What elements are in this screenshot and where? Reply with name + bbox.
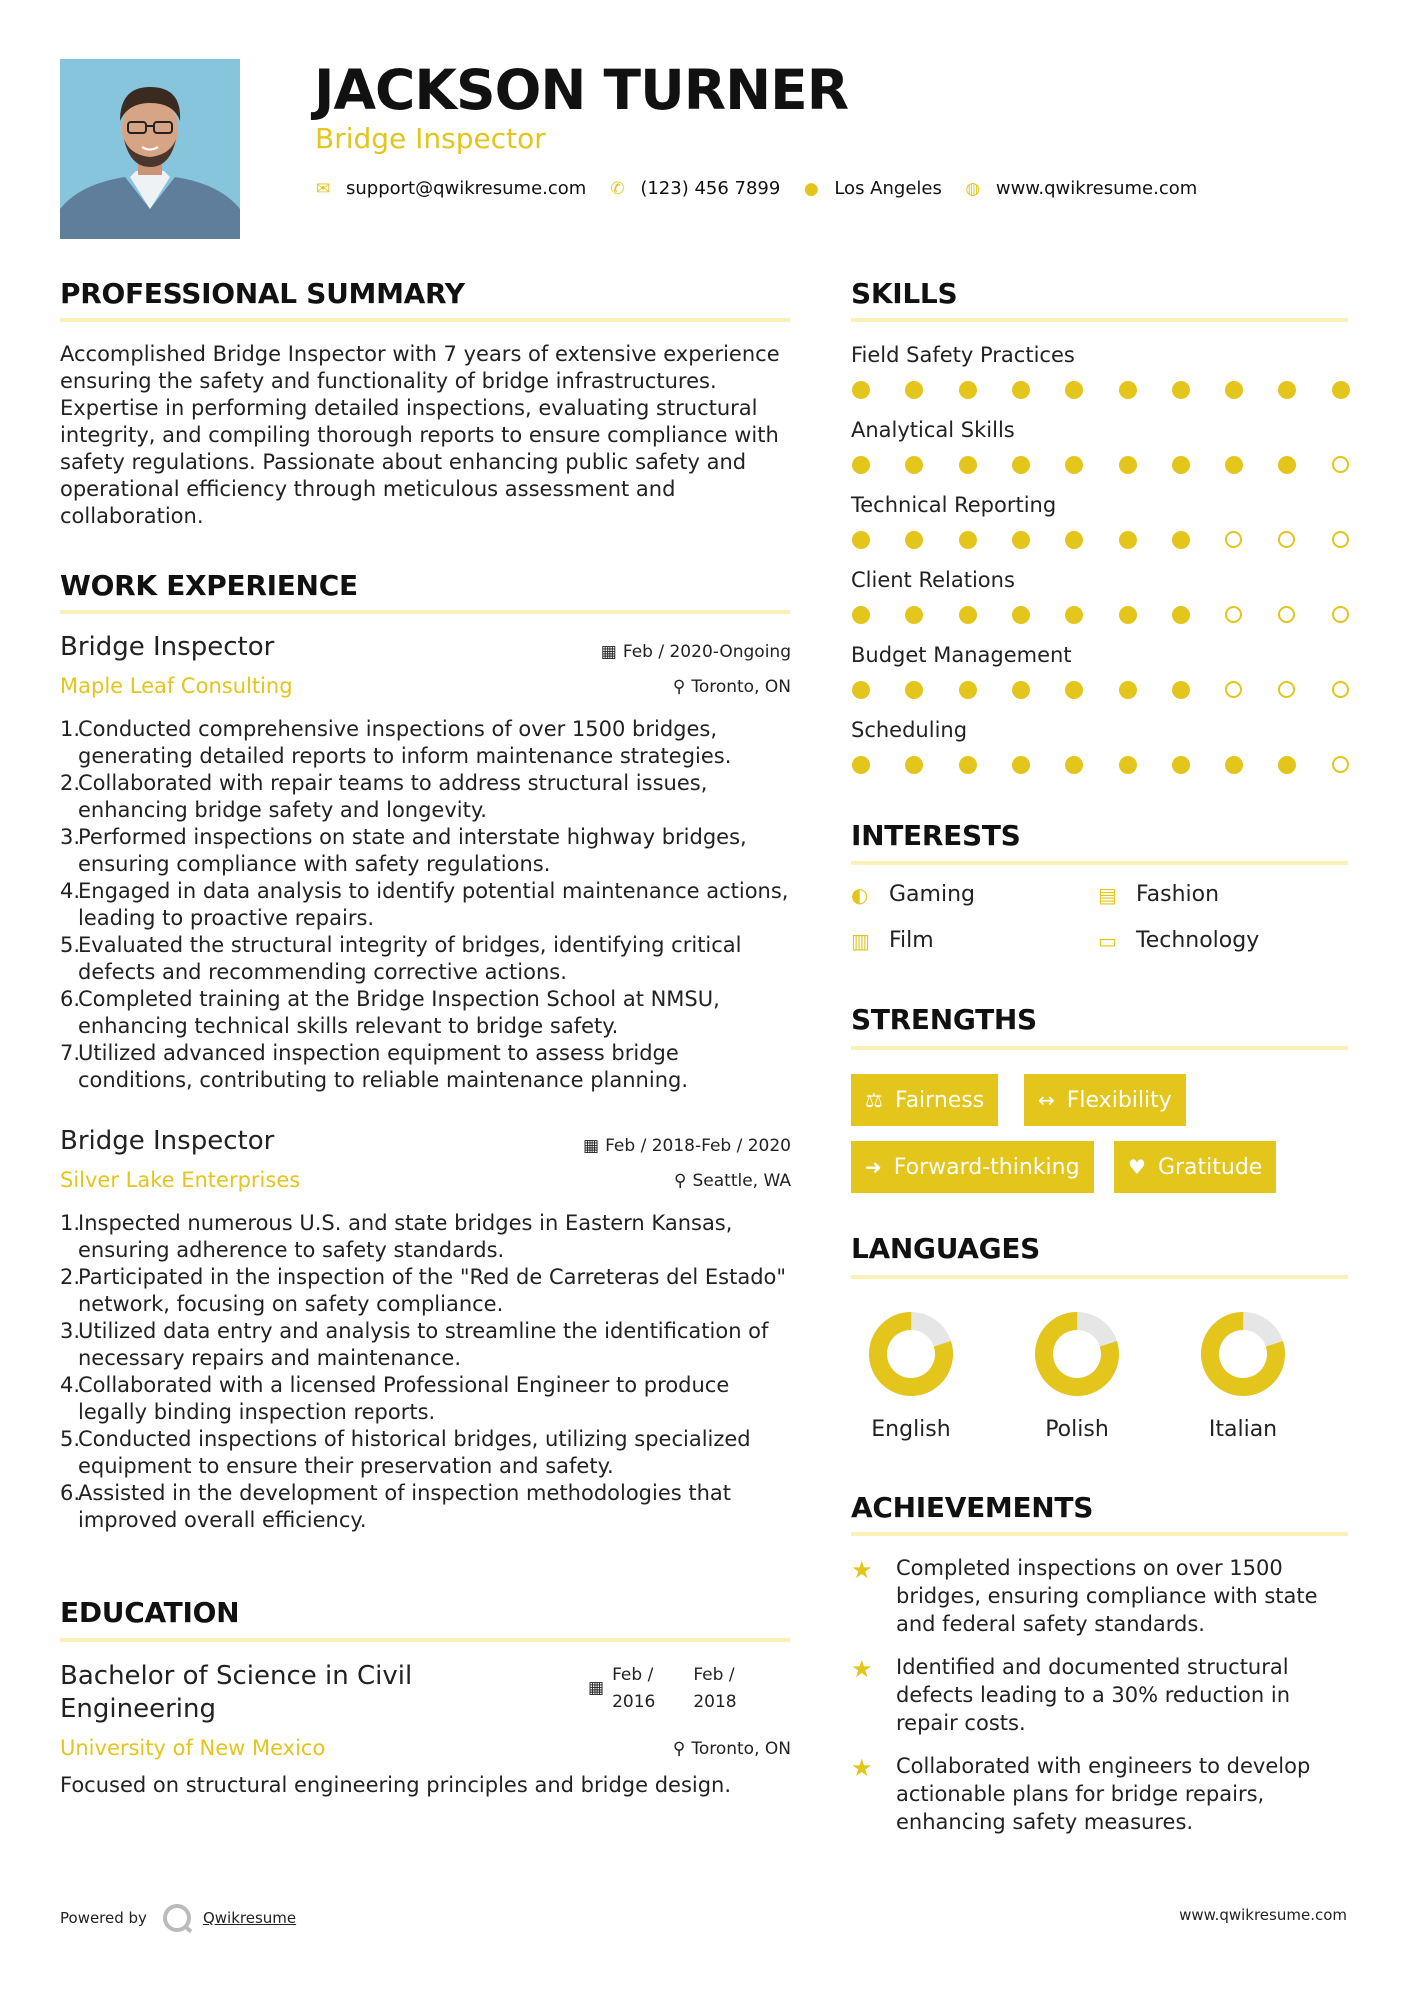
film-icon: ▥ xyxy=(851,928,870,953)
list-item: 3. Performed inspections on state and interstate highway bridges, ensuring compliance with safety regulations. xyxy=(60,825,747,876)
rating-dot-filled xyxy=(905,606,923,624)
skill-name: Budget Management xyxy=(851,643,1072,667)
rating-dot-filled xyxy=(1012,681,1030,699)
arrows-horizontal-icon: ↔ xyxy=(1038,1088,1055,1112)
strengths-rule xyxy=(851,1046,1348,1050)
brand-link[interactable]: Qwikresume xyxy=(202,1909,297,1927)
experience-rule xyxy=(60,610,790,614)
rating-dot-filled xyxy=(959,756,977,774)
rating-dot-filled xyxy=(1172,456,1190,474)
contact-bar xyxy=(314,178,1219,199)
achievement-item: Identified and documented structural defects leading to a 30% reduction in repair costs. xyxy=(896,1655,1291,1735)
rating-dot-empty xyxy=(1278,606,1295,623)
list-item: 4. Engaged in data analysis to identify potential maintenance actions, leading to proactive repairs. xyxy=(60,879,789,930)
shopping-bag-icon: ▤ xyxy=(1098,882,1117,907)
rating-dot-filled xyxy=(852,456,870,474)
pin-icon: ⚲ xyxy=(672,677,686,697)
rating-dot-empty xyxy=(1225,531,1242,548)
rating-dot-filled xyxy=(1065,681,1083,699)
strength-tag: ♥ Gratitude xyxy=(1114,1141,1276,1193)
education-description: Focused on structural engineering principles and bridge design. xyxy=(60,1773,732,1797)
strengths-heading: STRENGTHS xyxy=(851,1003,1037,1036)
summary-text: Accomplished Bridge Inspector with 7 years of extensive experience ensuring the safety and functionality of bridge infrastructures. Expertise in performing detailed inspections, evaluating structural integrity, and compiling thorough reports to ensure compliance with safety regulations. Passionate about enhancing public safety and operational efficiency through meticulous assessment and collaboration. xyxy=(60,342,780,528)
rating-dot-filled xyxy=(852,381,870,399)
footer-website[interactable]: www.qwikresume.com xyxy=(1179,1906,1347,1924)
calendar-icon: ▦ xyxy=(588,1678,605,1698)
list-item: 2. Collaborated with repair teams to address structural issues, enhancing bridge safety and longevity. xyxy=(60,771,708,822)
rating-dot-filled xyxy=(905,681,923,699)
contact-email[interactable] xyxy=(314,178,586,199)
rating-dot-filled xyxy=(1225,756,1243,774)
interest-item: ▭ Technology xyxy=(1098,928,1260,953)
list-item: 4. Collaborated with a licensed Professional Engineer to produce legally binding inspection reports. xyxy=(60,1373,730,1424)
arrow-right-icon: ➜ xyxy=(865,1155,882,1179)
skill-name: Scheduling xyxy=(851,718,968,742)
rating-dot-empty xyxy=(1225,681,1242,698)
skill-name: Analytical Skills xyxy=(851,418,1015,442)
job-location: ⚲ Seattle, WA xyxy=(674,1171,791,1191)
rating-dot-filled xyxy=(1119,531,1137,549)
rating-dot-filled xyxy=(1012,531,1030,549)
rating-dot-filled xyxy=(1012,456,1030,474)
contact-website[interactable] xyxy=(964,178,1197,199)
degree-line-2: Engineering xyxy=(60,1694,216,1724)
rating-dot-filled xyxy=(852,756,870,774)
location-text: Los Angeles xyxy=(834,178,942,199)
rating-dot-filled xyxy=(1012,756,1030,774)
laptop-icon: ▭ xyxy=(1098,928,1117,953)
candidate-role: Bridge Inspector xyxy=(315,122,546,155)
rating-dot-filled xyxy=(1172,381,1190,399)
contact-location xyxy=(802,178,942,199)
rating-dot-filled xyxy=(1278,756,1296,774)
summary-rule xyxy=(60,318,790,322)
rating-dot-filled xyxy=(852,531,870,549)
skill-rating xyxy=(852,531,1348,551)
rating-dot-filled xyxy=(1065,756,1083,774)
skill-rating xyxy=(852,381,1348,401)
job-title: Bridge Inspector xyxy=(60,632,275,662)
list-item: 1. Inspected numerous U.S. and state bridges in Eastern Kansas, ensuring adherence to safety standards. xyxy=(60,1211,733,1262)
education-heading: EDUCATION xyxy=(60,1596,240,1629)
skill-name: Field Safety Practices xyxy=(851,343,1075,367)
website-text: www.qwikresume.com xyxy=(995,178,1198,199)
calendar-icon: ▦ xyxy=(583,1136,600,1156)
rating-dot-filled xyxy=(1065,606,1083,624)
experience-heading: WORK EXPERIENCE xyxy=(60,569,358,602)
email-text: support@qwikresume.com xyxy=(346,178,587,199)
skills-rule xyxy=(851,318,1348,322)
candidate-name: JACKSON TURNER xyxy=(314,58,849,122)
qwikresume-logo-icon xyxy=(163,1904,191,1932)
rating-dot-filled xyxy=(1225,381,1243,399)
list-item: 1. Conducted comprehensive inspections of over 1500 bridges, generating detailed reports to inform maintenance strategies. xyxy=(60,717,732,768)
rating-dot-filled xyxy=(905,381,923,399)
strength-tag: ⚖ Fairness xyxy=(851,1074,998,1126)
skill-rating xyxy=(852,606,1348,626)
skill-rating xyxy=(852,756,1348,776)
interests-heading: INTERESTS xyxy=(851,819,1021,852)
school-name: University of New Mexico xyxy=(60,1736,326,1760)
achievements-heading: ACHIEVEMENTS xyxy=(851,1491,1094,1524)
rating-dot-filled xyxy=(1278,456,1296,474)
rating-dot-filled xyxy=(1225,456,1243,474)
job-dates: ▦ Feb / 2018-Feb / 2020 xyxy=(583,1136,791,1156)
rating-dot-empty xyxy=(1332,756,1349,773)
rating-dot-filled xyxy=(1119,756,1137,774)
balance-scale-icon: ⚖ xyxy=(865,1088,883,1112)
summary-heading: PROFESSIONAL SUMMARY xyxy=(60,277,465,310)
heart-icon: ♥ xyxy=(1128,1155,1146,1179)
rating-dot-filled xyxy=(1065,456,1083,474)
language-name: Polish xyxy=(1045,1417,1109,1442)
rating-dot-empty xyxy=(1332,456,1349,473)
education-dates: ▦ Feb / 2016 Feb / 2018 xyxy=(588,1662,737,1716)
language-name: English xyxy=(871,1417,951,1442)
list-item: 7. Utilized advanced inspection equipment to assess bridge conditions, contributing to reliable maintenance planning. xyxy=(60,1041,689,1092)
rating-dot-filled xyxy=(1119,381,1137,399)
strength-tag: ↔ Flexibility xyxy=(1024,1074,1186,1126)
pin-icon: ⚲ xyxy=(672,1739,686,1759)
footer-powered-by: Powered by Qwikresume xyxy=(60,1904,296,1932)
profile-photo xyxy=(60,59,240,239)
languages-rule xyxy=(851,1275,1348,1279)
rating-dot-filled xyxy=(1119,456,1137,474)
rating-dot-filled xyxy=(959,381,977,399)
degree-line-1: Bachelor of Science in Civil xyxy=(60,1661,413,1691)
gamepad-icon: ◐ xyxy=(851,882,869,907)
achievements-rule xyxy=(851,1532,1348,1536)
rating-dot-empty xyxy=(1225,606,1242,623)
rating-dot-filled xyxy=(959,681,977,699)
rating-dot-empty xyxy=(1332,606,1349,623)
rating-dot-filled xyxy=(1119,606,1137,624)
list-item: 2. Participated in the inspection of the "Red de Carreteras del Estado" network, focusing on safety compliance. xyxy=(60,1265,787,1316)
rating-dot-empty xyxy=(1332,531,1349,548)
list-item: 5. Conducted inspections of historical bridges, utilizing specialized equipment to ensure their preservation and safety. xyxy=(60,1427,751,1478)
job-bullets xyxy=(60,1210,800,1534)
star-icon: ★ xyxy=(851,1754,873,1782)
rating-dot-filled xyxy=(959,456,977,474)
rating-dot-filled xyxy=(905,531,923,549)
language-level-ring xyxy=(1034,1311,1120,1397)
rating-dot-filled xyxy=(1172,606,1190,624)
language-level-ring xyxy=(1200,1311,1286,1397)
phone-text: (123) 456 7899 xyxy=(640,178,781,199)
list-item: 6. Assisted in the development of inspection methodologies that improved overall efficiency. xyxy=(60,1481,732,1532)
rating-dot-filled xyxy=(1065,531,1083,549)
job-title: Bridge Inspector xyxy=(60,1126,275,1156)
rating-dot-filled xyxy=(905,756,923,774)
rating-dot-filled xyxy=(1119,681,1137,699)
globe-icon: ◍ xyxy=(965,178,981,199)
language-level-ring xyxy=(868,1311,954,1397)
rating-dot-empty xyxy=(1278,531,1295,548)
education-location: ⚲ Toronto, ON xyxy=(672,1739,791,1759)
pin-icon: ⚲ xyxy=(674,1171,687,1191)
calendar-icon: ▦ xyxy=(600,642,617,662)
rating-dot-filled xyxy=(1065,381,1083,399)
skills-heading: SKILLS xyxy=(851,277,958,310)
skill-rating xyxy=(852,681,1348,701)
interests-rule xyxy=(851,861,1348,865)
job-dates: ▦ Feb / 2020-Ongoing xyxy=(600,642,791,662)
rating-dot-filled xyxy=(905,456,923,474)
skill-name: Technical Reporting xyxy=(851,493,1057,517)
languages-heading: LANGUAGES xyxy=(851,1232,1041,1265)
map-pin-icon: ● xyxy=(803,178,819,199)
rating-dot-filled xyxy=(852,606,870,624)
rating-dot-filled xyxy=(959,606,977,624)
star-icon: ★ xyxy=(851,1556,873,1584)
education-rule xyxy=(60,1638,790,1642)
job-company: Silver Lake Enterprises xyxy=(60,1168,301,1192)
list-item: 3. Utilized data entry and analysis to streamline the identification of necessary repairs and maintenance. xyxy=(60,1319,769,1370)
job-company: Maple Leaf Consulting xyxy=(60,674,293,698)
achievement-item: Completed inspections on over 1500 bridges, ensuring compliance with state and federal safety standards. xyxy=(896,1556,1318,1636)
rating-dot-empty xyxy=(1278,681,1295,698)
list-item: 6. Completed training at the Bridge Inspection School at NMSU, enhancing technical skills relevant to bridge safety. xyxy=(60,987,720,1038)
envelope-icon: ✉ xyxy=(315,178,331,199)
strength-tag: ➜ Forward-thinking xyxy=(851,1141,1094,1193)
interest-item: ▥ Film xyxy=(851,928,934,953)
contact-phone[interactable] xyxy=(608,178,780,199)
rating-dot-filled xyxy=(1012,606,1030,624)
skill-name: Client Relations xyxy=(851,568,1015,592)
rating-dot-filled xyxy=(852,681,870,699)
rating-dot-filled xyxy=(1172,756,1190,774)
job-bullets xyxy=(60,716,800,1094)
rating-dot-filled xyxy=(959,531,977,549)
rating-dot-filled xyxy=(1172,681,1190,699)
rating-dot-empty xyxy=(1332,681,1349,698)
interest-item: ◐ Gaming xyxy=(851,882,975,907)
phone-icon: ✆ xyxy=(610,178,625,199)
star-icon: ★ xyxy=(851,1655,873,1683)
job-location: ⚲ Toronto, ON xyxy=(672,677,791,697)
interest-item: ▤ Fashion xyxy=(1098,882,1220,907)
rating-dot-filled xyxy=(1332,381,1350,399)
achievement-item: Collaborated with engineers to develop actionable plans for bridge repairs, enhancing safety measures. xyxy=(896,1754,1311,1834)
rating-dot-filled xyxy=(1278,381,1296,399)
skill-rating xyxy=(852,456,1348,476)
rating-dot-filled xyxy=(1172,531,1190,549)
list-item: 5. Evaluated the structural integrity of bridges, identifying critical defects and recommending corrective actions. xyxy=(60,933,742,984)
language-name: Italian xyxy=(1208,1417,1278,1442)
rating-dot-filled xyxy=(1012,381,1030,399)
